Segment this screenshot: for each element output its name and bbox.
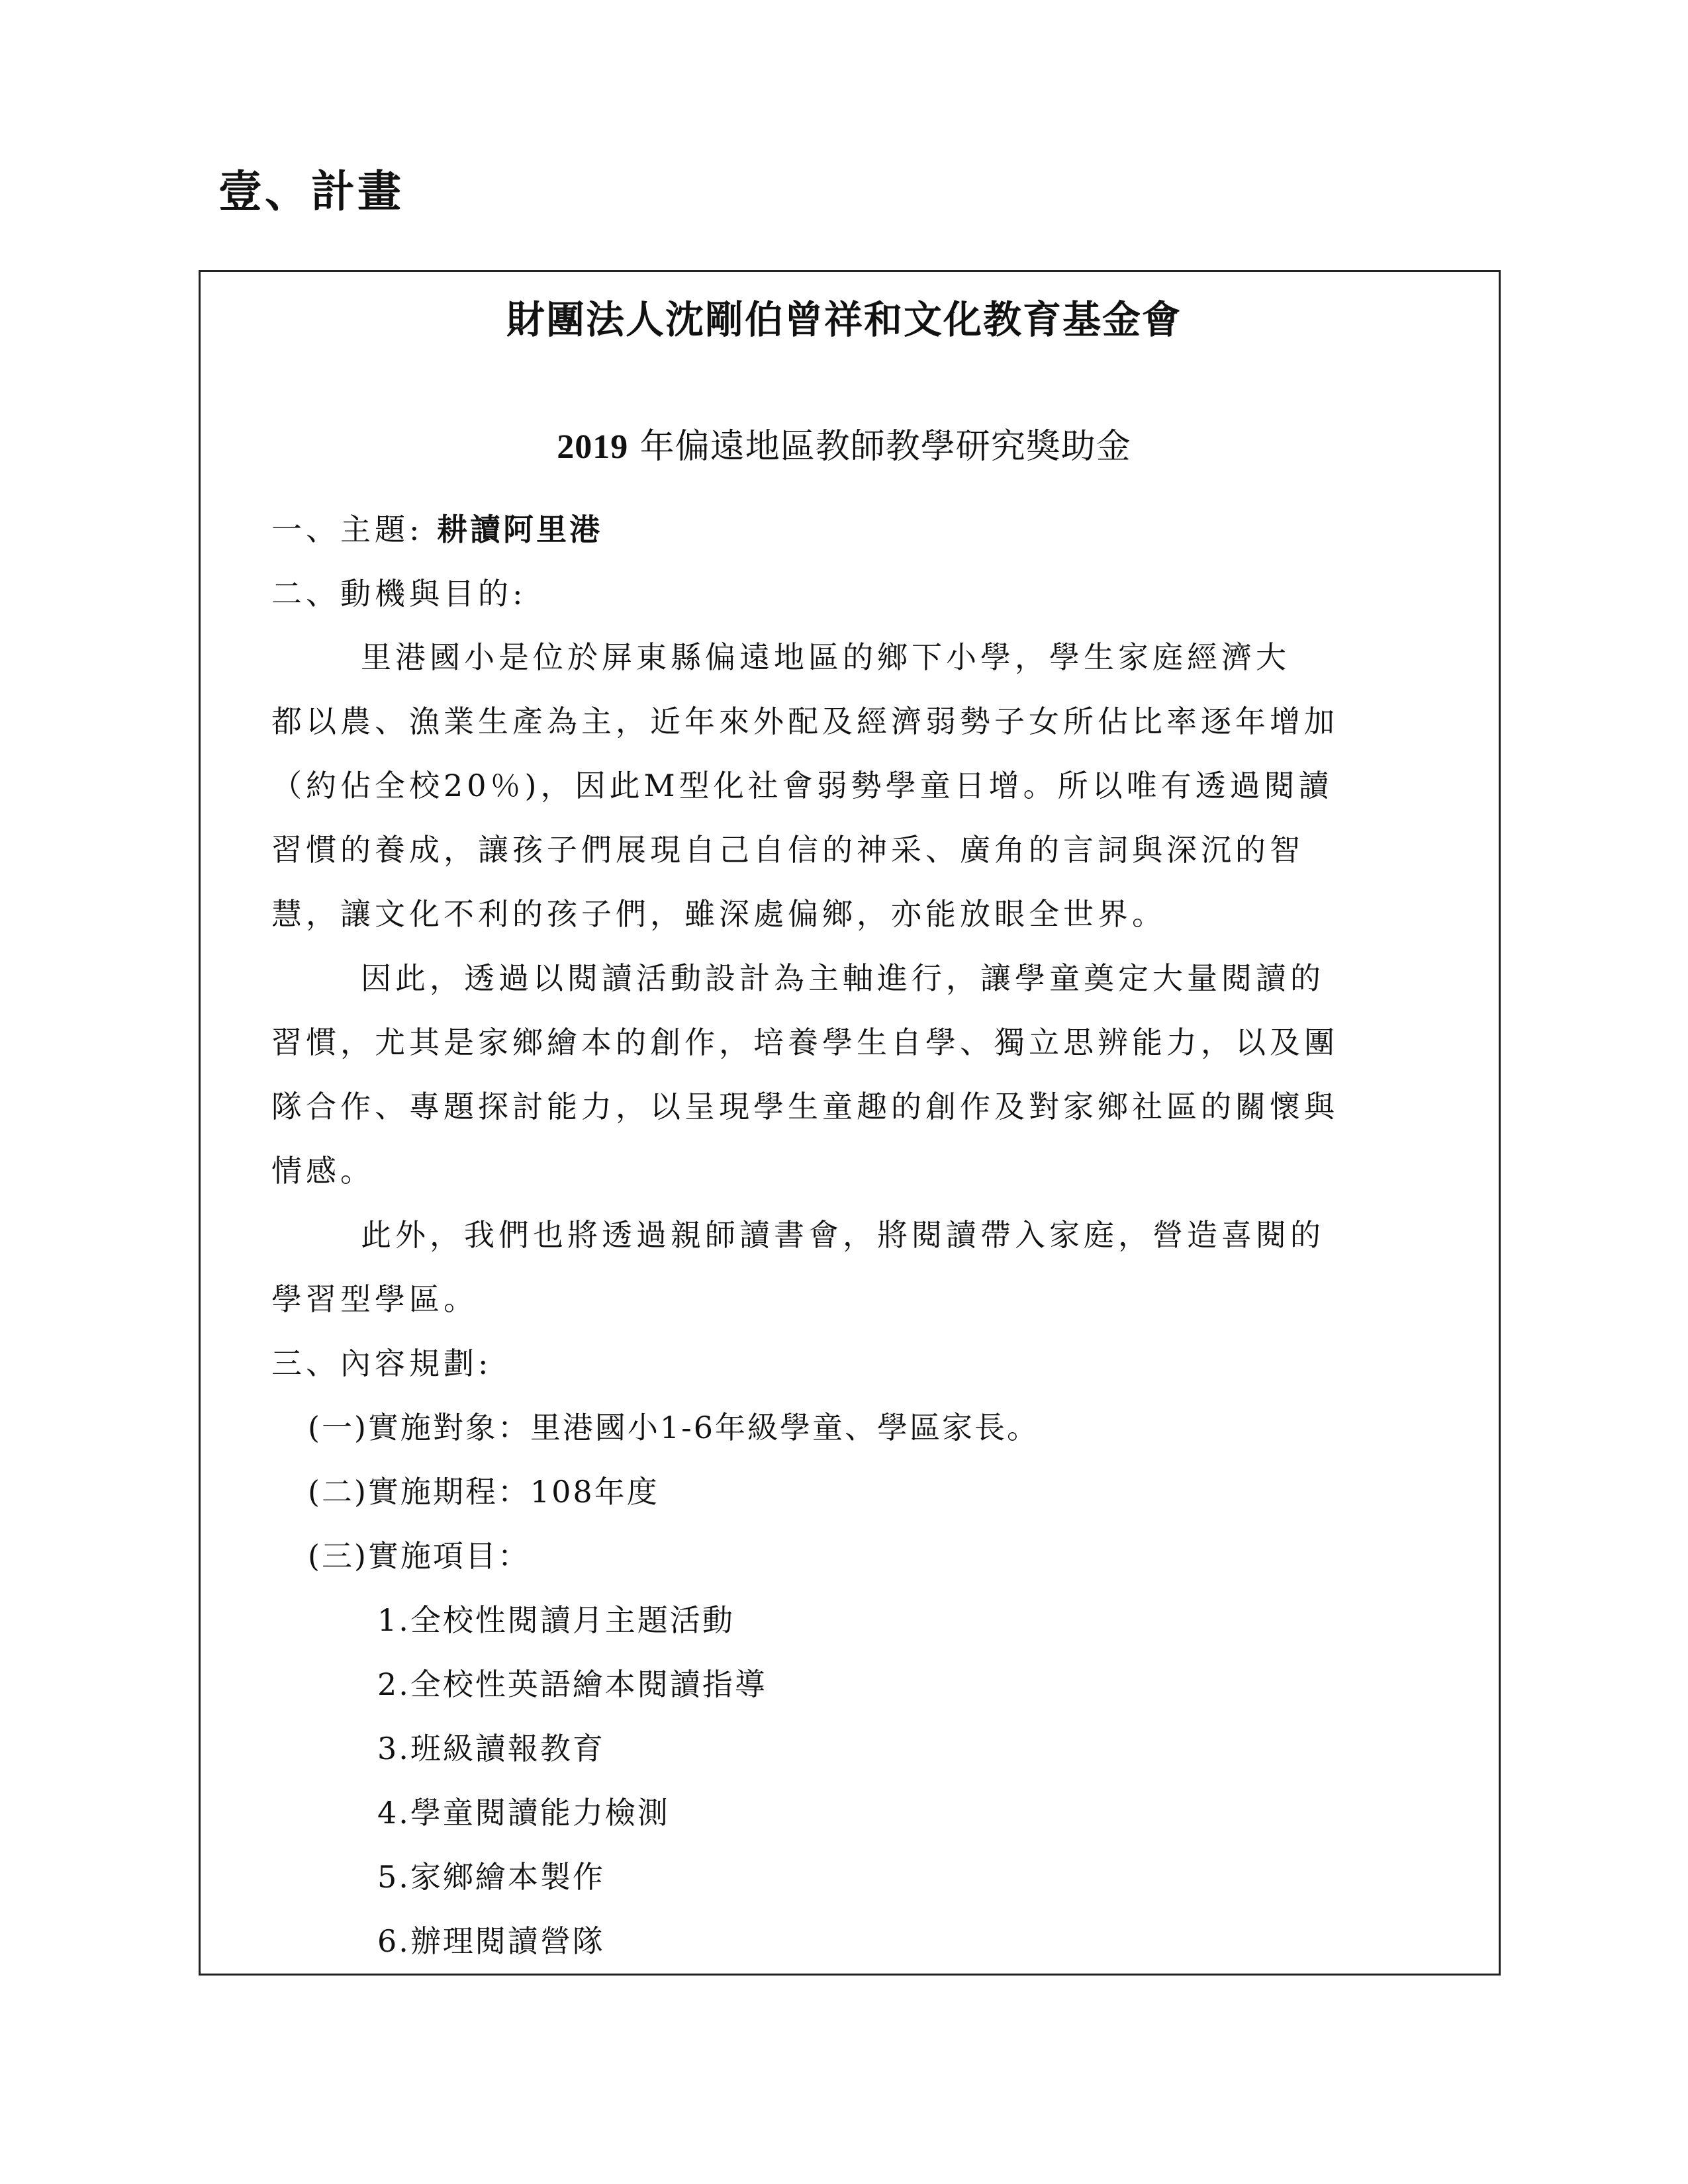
topic-line: [271, 510, 602, 549]
plan-item: 2.全校性英語繪本閱讀指導: [377, 1666, 767, 1702]
paragraph-line: 慧，讓文化不利的孩子們，雖深處偏鄉，亦能放眼全世界。: [271, 896, 1166, 932]
plan-item: 1.全校性閱讀月主題活動: [377, 1602, 735, 1638]
plan-item: 3.班級讀報教育: [377, 1731, 605, 1766]
foundation-title: 財團法人沈剛伯曾祥和文化教育基金會: [506, 297, 1182, 342]
topic-label: 一、主題:: [271, 512, 424, 547]
paragraph-line: 習慣的養成，讓孩子們展現自己自信的神采、廣角的言詞與深沉的智: [271, 832, 1304, 868]
content-plan-heading: 三、內容規劃:: [271, 1345, 492, 1381]
grant-title-text: 年偏遠地區教師教學研究獎助金: [639, 427, 1131, 467]
plan-item: 6.辦理閱讀營隊: [377, 1923, 605, 1959]
grant-year: 2019: [557, 428, 629, 466]
paragraph-line: 情感。: [271, 1153, 375, 1189]
paragraph-line: 隊合作、專題探討能力，以呈現學生童趣的創作及對家鄉社區的關懷與: [271, 1089, 1338, 1124]
paragraph-line: 習慣，尤其是家鄉繪本的創作，培養學生自學、獨立思辨能力，以及團: [271, 1024, 1338, 1060]
paragraph-line: 此外，我們也將透過親師讀書會，將閱讀帶入家庭，營造喜閱的: [361, 1217, 1325, 1253]
section-heading: 壹、計畫: [218, 166, 404, 217]
grant-title: [0, 424, 1688, 471]
plan-item: 4.學童閱讀能力檢測: [377, 1795, 670, 1831]
plan-items-heading: (三)實施項目：: [308, 1538, 530, 1574]
paragraph-line: 里港國小是位於屏東縣偏遠地區的鄉下小學，學生家庭經濟大: [361, 639, 1290, 675]
plan-period: (二)實施期程：108年度: [308, 1474, 659, 1510]
paragraph-line: 學習型學區。: [271, 1281, 478, 1317]
topic-value: 耕讀阿里港: [437, 512, 603, 547]
motivation-heading: 二、動機與目的:: [271, 576, 527, 612]
paragraph-line: 因此，透過以閱讀活動設計為主軸進行，讓學童奠定大量閱讀的: [361, 960, 1325, 996]
plan-target: (一)實施對象：里港國小1-6年級學童、學區家長。: [308, 1410, 1039, 1445]
paragraph-line: （約佔全校20％)，因此M型化社會弱勢學童日增。所以唯有透過閱讀: [271, 768, 1333, 803]
paragraph-line: 都以農、漁業生產為主，近年來外配及經濟弱勢子女所佔比率逐年增加: [271, 704, 1338, 739]
plan-item: 5.家鄉繪本製作: [377, 1859, 605, 1895]
